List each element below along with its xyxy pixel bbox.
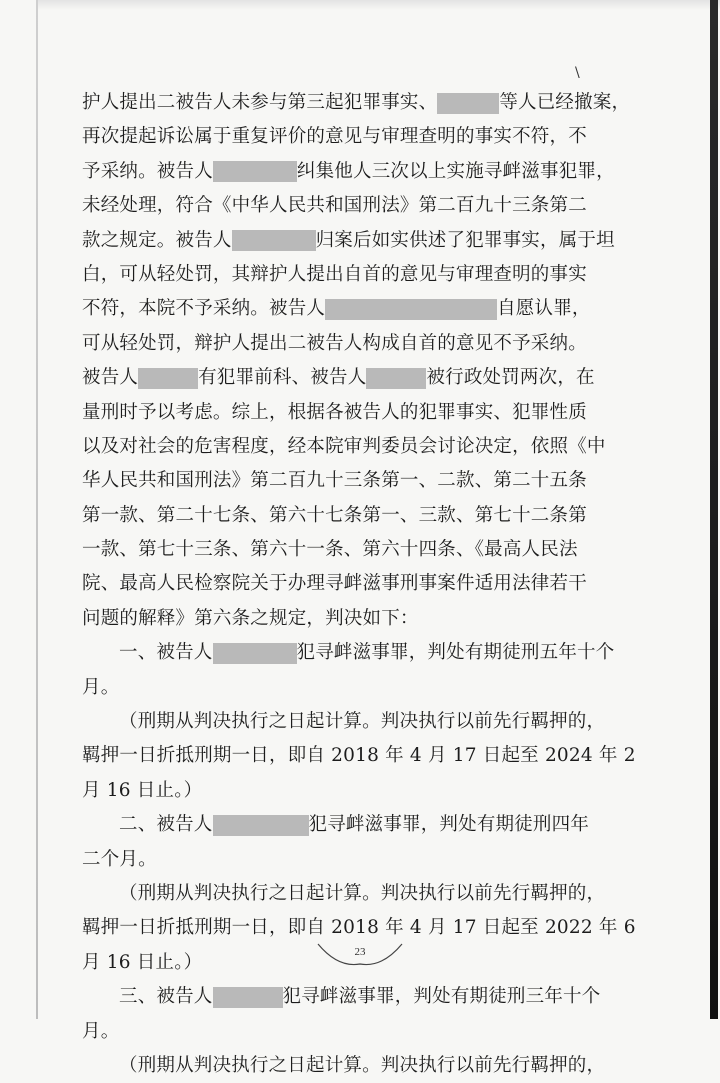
text-line — [82, 430, 622, 464]
text-segment: 华人民共和国刑法》第二百九十三条第一、二款、第二十五条 — [82, 470, 587, 492]
text-segment: 再次提起诉讼属于重复评价的意见与审理查明的事实不符，不 — [82, 126, 587, 148]
text-segment: 第一款、第二十七条、第六十七条第一、三款、第七十二条第 — [82, 504, 587, 526]
redacted-name — [213, 643, 297, 664]
text-segment: 院、最高人民检察院关于办理寻衅滋事刑事案件适用法律若干 — [82, 573, 587, 595]
text-segment: 犯寻衅滋事罪，判处有期徒刑五年十个 — [296, 642, 615, 664]
text-segment: 归案后如实供述了犯罪事实，属于坦 — [315, 229, 615, 251]
text-segment: 白，可从轻处罚，其辩护人提出自首的意见与审理查明的事实 — [82, 263, 587, 285]
text-line — [82, 499, 622, 533]
text-segment: 不符，本院不予采纳。被告人 — [82, 298, 326, 320]
text-line — [82, 258, 622, 292]
redacted-name — [213, 161, 297, 182]
text-segment: 予采纳。被告人 — [82, 160, 213, 182]
text-segment: 被告人 — [82, 367, 139, 389]
text-segment: 以及对社会的危害程度，经本院审判委员会讨论决定，依照《中 — [82, 435, 606, 457]
text-line — [82, 567, 622, 601]
page-number: 23 — [354, 946, 366, 958]
text-segment: 二、被告人 — [119, 814, 213, 836]
text-segment: （刑期从判决执行之日起计算。判决执行以前先行羁押的， — [119, 711, 606, 733]
text-line — [82, 671, 622, 705]
text-segment: （刑期从判决执行之日起计算。判决执行以前先行羁押的， — [119, 1054, 606, 1076]
text-segment: 未经处理，符合《中华人民共和国刑法》第二百九十三条第二 — [82, 195, 587, 217]
page-left-edge — [36, 0, 38, 1019]
text-line — [82, 636, 622, 670]
text-line — [82, 980, 622, 1014]
text-segment: 犯寻衅滋事罪，判处有期徒刑四年 — [308, 814, 590, 836]
redacted-name — [213, 815, 309, 836]
redacted-name — [232, 230, 316, 251]
text-segment: 一款、第七十三条、第六十一条、第六十四条、《最高人民法 — [82, 539, 578, 561]
text-line — [82, 533, 622, 567]
redacted-name — [366, 368, 426, 389]
text-line — [82, 705, 622, 739]
text-line — [82, 120, 622, 154]
text-line — [82, 327, 622, 361]
text-line — [82, 155, 622, 189]
text-line — [82, 1015, 622, 1049]
text-segment: 月 16 日止。） — [82, 779, 203, 801]
text-line — [82, 774, 622, 808]
text-segment: 一、被告人 — [119, 642, 213, 664]
text-line — [82, 602, 622, 636]
text-segment: 三、被告人 — [119, 986, 213, 1008]
page-number-footer — [0, 938, 720, 976]
text-line — [82, 396, 622, 430]
text-segment: 护人提出二被告人未参与第三起犯罪事实、 — [82, 92, 438, 113]
text-segment: 等人已经撤案， — [499, 92, 631, 113]
text-line — [82, 464, 622, 498]
text-segment: 月。 — [82, 676, 120, 698]
text-segment: 被行政处罚两次，在 — [426, 367, 595, 389]
text-segment: 二个月。 — [82, 848, 157, 870]
judgment-text — [82, 86, 636, 1083]
redacted-name — [325, 299, 497, 320]
text-segment: 羁押一日折抵刑期一日，即自 2018 年 4 月 17 日起至 2024 年 2 — [82, 745, 636, 767]
text-segment: 自愿认罪， — [497, 298, 591, 320]
text-segment: 月。 — [82, 1020, 120, 1042]
text-line — [82, 808, 622, 842]
text-line — [82, 189, 622, 223]
text-line — [82, 361, 622, 395]
text-line — [82, 224, 622, 258]
text-segment: 可从轻处罚，辩护人提出二被告人构成自首的意见不予采纳。 — [82, 332, 587, 354]
text-segment: （刑期从判决执行之日起计算。判决执行以前先行羁押的， — [119, 882, 606, 904]
page-right-edge — [710, 0, 718, 1019]
text-segment: 问题的解释》第六条之规定，判决如下： — [82, 607, 419, 629]
text-segment: 羁押一日折抵刑期一日，即自 2018 年 4 月 17 日起至 2022 年 6 — [82, 917, 636, 939]
redacted-name — [213, 987, 283, 1008]
text-segment: 有犯罪前科、被告人 — [198, 367, 367, 389]
text-segment: 犯寻衅滋事罪，判处有期徒刑三年十个 — [282, 986, 601, 1008]
text-segment: 款之规定。被告人 — [82, 229, 232, 251]
page-top-edge — [36, 0, 720, 10]
text-line — [82, 843, 622, 877]
text-segment: 月 16 日止。） — [82, 951, 203, 973]
text-line — [82, 739, 636, 773]
redacted-name — [138, 368, 198, 389]
margin-mark: \ — [575, 65, 580, 81]
text-line — [82, 86, 631, 120]
text-segment: 量刑时予以考虑。综上，根据各被告人的犯罪事实、犯罪性质 — [82, 401, 587, 423]
text-line — [82, 1049, 622, 1083]
text-line — [82, 292, 622, 326]
redacted-name — [437, 93, 499, 114]
text-line — [82, 877, 622, 911]
text-segment: 纠集他人三次以上实施寻衅滋事犯罪， — [296, 160, 615, 182]
